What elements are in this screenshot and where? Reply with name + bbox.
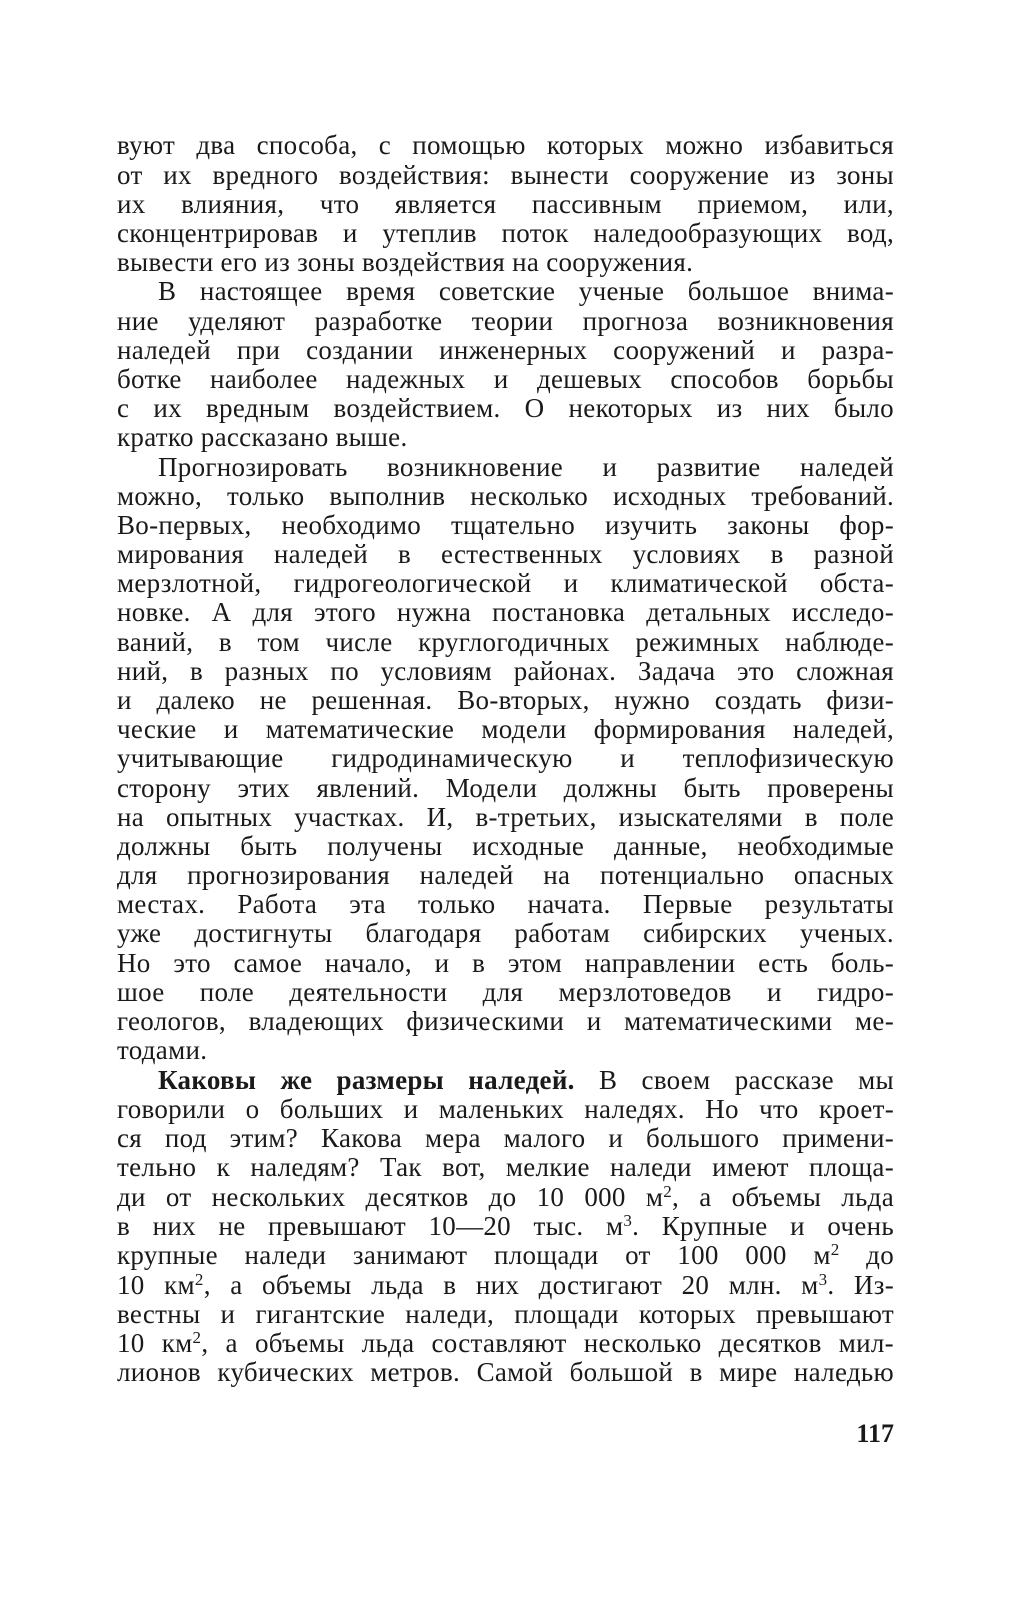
- text-run: 10 км: [117, 1328, 193, 1358]
- text-line: на опытных участках. И, в-третьих, изыскателями в поле: [117, 802, 894, 832]
- text-run: в них не превышают 10—20 тыс. м: [117, 1211, 624, 1241]
- text-line: вестны и гигантские наледи, площади которых превышают: [117, 1299, 894, 1329]
- text-line: новке. А для этого нужна постановка детальных исследо-: [117, 597, 894, 627]
- superscript: 3: [818, 1270, 828, 1289]
- text-line: шое поле деятельности для мерзлотоведов и гидро-: [117, 977, 894, 1007]
- text-line: мерзлотной, гидрогеологической и климатической обста-: [117, 568, 894, 598]
- text-line: вуют два способа, с помощью которых можно избавиться: [117, 130, 894, 160]
- text-line: можно, только выполнив несколько исходных требований.: [117, 481, 894, 511]
- text-line: тодами.: [117, 1035, 208, 1065]
- text-line: [117, 1238, 894, 1272]
- text-line: для прогнозирования наледей на потенциально опасных: [117, 860, 894, 890]
- text-run: до: [839, 1240, 894, 1270]
- text-line: тельно к наледям? Так вот, мелкие наледи имеют площа-: [117, 1152, 894, 1182]
- text-line: от их вредного воздействия: вынести сооружение из зоны: [117, 160, 894, 190]
- text-line: учитывающие гидродинамическую и теплофизическую: [117, 743, 894, 773]
- text-run: , а объемы льда в них достигают 20 млн. м: [203, 1270, 819, 1300]
- superscript: 2: [192, 1328, 202, 1347]
- superscript: 2: [194, 1270, 204, 1289]
- text-line: наледей при создании инженерных сооружений и разра-: [117, 335, 894, 365]
- text-line: с их вредным воздействием. О некоторых из них было: [117, 393, 894, 423]
- text-line: местах. Работа эта только начата. Первые результаты: [117, 889, 894, 919]
- text-line: геологов, владеющих физическими и математическими ме-: [117, 1006, 894, 1036]
- text-run: , а объемы льда: [672, 1182, 894, 1212]
- text-line: Прогнозировать возникновение и развитие наледей: [158, 452, 894, 482]
- text-line: В настоящее время советские ученые большое внима-: [158, 276, 894, 306]
- text-line: ваний, в том числе круглогодичных режимных наблюде-: [117, 627, 894, 657]
- text-line: ний, в разных по условиям районах. Задача это сложная: [117, 656, 894, 686]
- text-line: сконцентрировав и утеплив поток наледообразующих вод,: [117, 218, 894, 248]
- section-heading: Каковы же размеры наледей.: [158, 1065, 575, 1095]
- superscript: 3: [623, 1211, 633, 1230]
- text-line: ние уделяют разработке теории прогноза возникновения: [117, 306, 894, 336]
- text-line: сторону этих явлений. Модели должны быть проверены: [117, 773, 894, 803]
- superscript: 2: [830, 1240, 840, 1259]
- text-line: их влияния, что является пассивным приемом, или,: [117, 189, 894, 219]
- text-line: ся под этим? Какова мера малого и большого примени-: [117, 1123, 894, 1153]
- text-line: уже достигнуты благодаря работам сибирских ученых.: [117, 918, 894, 948]
- superscript: 2: [663, 1182, 673, 1201]
- text-line: ботке наиболее надежных и дешевых способов борьбы: [117, 364, 894, 394]
- text-line: кратко рассказано выше.: [117, 422, 408, 452]
- text-line: и далеко не решенная. Во-вторых, нужно создать физи-: [117, 685, 894, 715]
- text-run: крупные наледи занимают площади от 100 000 м: [117, 1240, 831, 1270]
- page-number: 117: [856, 1419, 894, 1448]
- text-run: 10 км: [117, 1270, 195, 1300]
- text-run: . Крупные и очень: [632, 1211, 894, 1241]
- text-run: . Из-: [827, 1270, 894, 1300]
- text-line: говорили о больших и маленьких наледях. Но что кроет-: [117, 1094, 894, 1124]
- text-line: Но это самое начало, и в этом направлении есть боль-: [117, 948, 894, 978]
- text-line: мирования наледей в естественных условиях в разной: [117, 539, 894, 569]
- text-run: , а объемы льда составляют несколько десятков мил-: [201, 1328, 894, 1358]
- text-line: должны быть получены исходные данные, необходимые: [117, 831, 894, 861]
- text-run: В своем рассказе мы: [574, 1065, 894, 1095]
- text-line: ческие и математические модели формирования наледей,: [117, 714, 894, 744]
- text-line: вывести его из зоны воздействия на сооружения.: [117, 247, 694, 277]
- text-line: лионов кубических метров. Самой большой в мире наледью: [117, 1357, 894, 1387]
- text-line: Во-первых, необходимо тщательно изучить законы фор-: [117, 510, 894, 540]
- text-run: ди от нескольких десятков до 10 000 м: [117, 1182, 664, 1212]
